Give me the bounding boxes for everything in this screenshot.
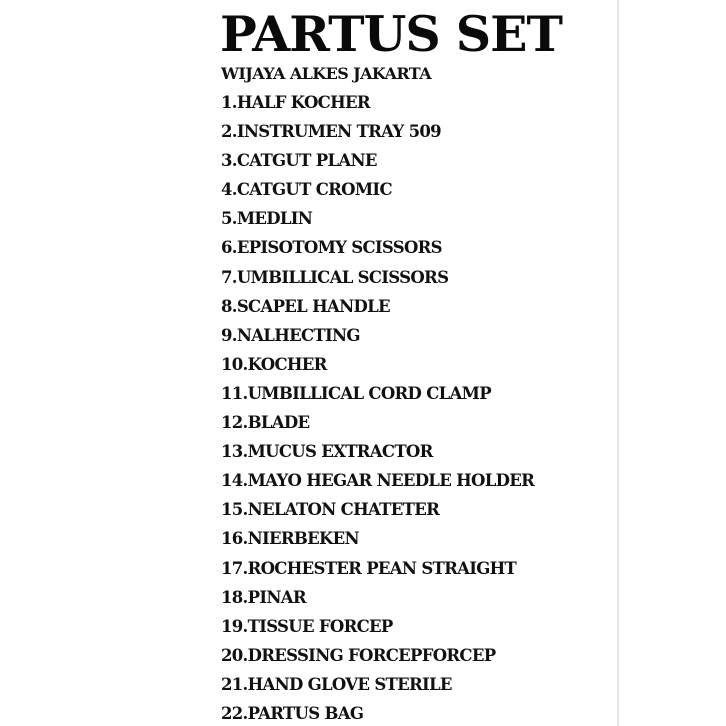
list-item: 11.UMBILLICAL CORD CLAMP: [221, 383, 491, 403]
list-item: 18.PINAR: [221, 587, 306, 607]
list-item: 12.BLADE: [221, 413, 310, 433]
list-item: 17.ROCHESTER PEAN STRAIGHT: [221, 558, 517, 578]
list-item: 1.HALF KOCHER: [221, 93, 370, 112]
list-item: 8.SCAPEL HANDLE: [221, 296, 390, 316]
list-item: 19.TISSUE FORCEP: [221, 616, 393, 636]
document-title: PARTUS SET: [220, 5, 562, 63]
list-item: 3.CATGUT PLANE: [221, 151, 377, 171]
list-item: 20.DRESSING FORCEPFORCEP: [221, 645, 496, 665]
list-item: 21.HAND GLOVE STERILE: [221, 674, 452, 694]
page-edge-divider: [617, 0, 619, 726]
list-item: 15.NELATON CHATETER: [221, 500, 440, 520]
list-item: 7.UMBILLICAL SCISSORS: [221, 267, 449, 287]
list-item: 5.MEDLIN: [221, 209, 313, 229]
document-subtitle: WIJAYA ALKES JAKARTA: [221, 64, 432, 83]
list-item: 13.MUCUS EXTRACTOR: [221, 442, 433, 462]
item-list: [221, 92, 534, 726]
list-item: 2.INSTRUMEN TRAY 509: [221, 122, 441, 142]
list-item: 9.NALHECTING: [221, 325, 360, 345]
list-item: 14.MAYO HEGAR NEEDLE HOLDER: [221, 471, 535, 491]
list-item: 6.EPISOTOMY SCISSORS: [221, 238, 442, 258]
list-item: 4.CATGUT CROMIC: [221, 180, 392, 200]
list-item: 16.NIERBEKEN: [221, 529, 359, 549]
list-item: 22.PARTUS BAG: [221, 703, 364, 723]
list-item: 10.KOCHER: [221, 354, 327, 374]
